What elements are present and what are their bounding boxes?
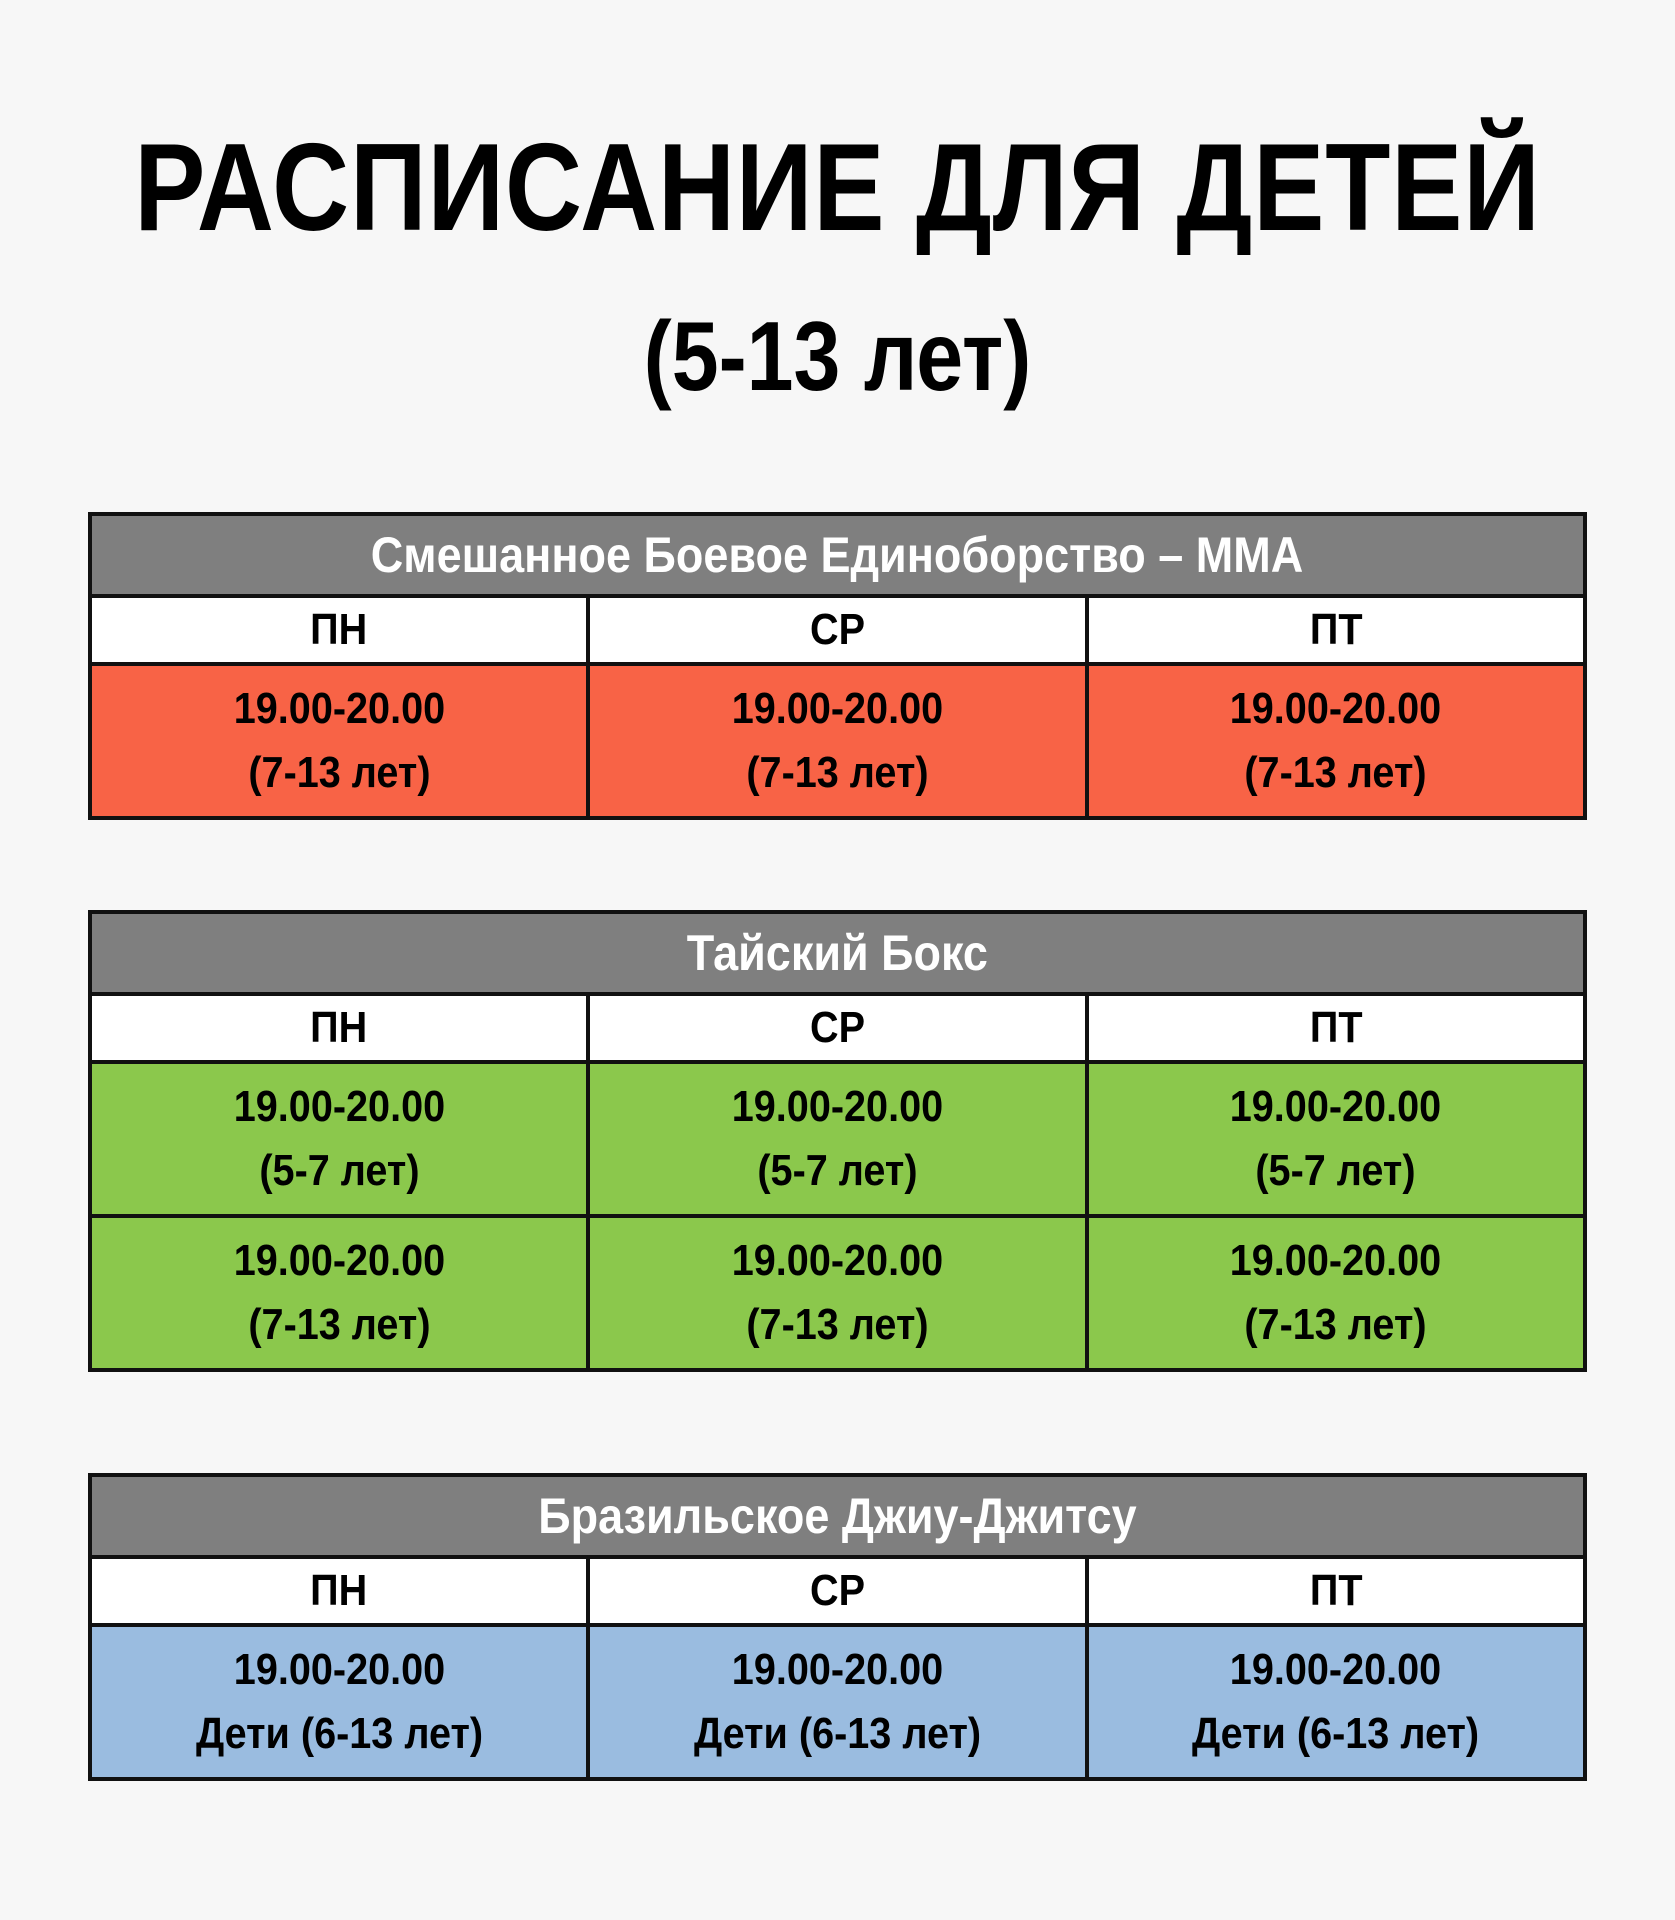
slot-time: 19.00-20.00 — [1230, 1082, 1442, 1131]
slot-group: Дети (6-13 лет) — [195, 1709, 483, 1758]
slot-time: 19.00-20.00 — [1230, 1645, 1442, 1694]
slot-cell — [90, 1062, 588, 1216]
slot-cell — [1087, 1062, 1585, 1216]
slot-cell — [1087, 1216, 1585, 1370]
slot-group: (7-13 лет) — [1244, 1300, 1427, 1349]
slot-time: 19.00-20.00 — [1230, 1236, 1442, 1285]
day-label: СР — [809, 605, 865, 654]
slot-time: 19.00-20.00 — [233, 1645, 445, 1694]
day-fri — [1087, 1557, 1585, 1625]
slot-cell — [588, 1625, 1086, 1779]
day-label: ПН — [310, 1003, 368, 1052]
page-title: РАСПИСАНИЕ ДЛЯ ДЕТЕЙ — [134, 119, 1541, 257]
slot-time: 19.00-20.00 — [731, 684, 944, 733]
day-wed — [588, 1557, 1086, 1625]
day-label: СР — [809, 1566, 865, 1615]
slot-time: 19.00-20.00 — [731, 1236, 944, 1285]
day-wed — [588, 596, 1086, 664]
slot-time: 19.00-20.00 — [233, 1082, 445, 1131]
day-label: ПТ — [1309, 1566, 1363, 1615]
slot-cell — [1087, 1625, 1585, 1779]
day-mon — [90, 1557, 588, 1625]
day-label: ПТ — [1309, 605, 1363, 654]
discipline-name: Бразильское Джиу-Джитсу — [538, 1488, 1137, 1544]
day-label: СР — [809, 1003, 865, 1052]
table-header-mma — [90, 514, 1585, 596]
slot-cell — [588, 1062, 1086, 1216]
day-wed — [588, 994, 1086, 1062]
slot-cell — [90, 664, 588, 818]
slot-group: (7-13 лет) — [1244, 748, 1427, 797]
page-subtitle: (5-13 лет) — [643, 301, 1032, 411]
slot-group: (5-7 лет) — [757, 1146, 918, 1195]
schedule-table-mma — [88, 512, 1587, 820]
table-header-thai-boxing — [90, 912, 1585, 994]
day-label: ПН — [310, 605, 368, 654]
table-header-bjj — [90, 1475, 1585, 1557]
slot-group: (7-13 лет) — [248, 1300, 431, 1349]
slot-group: Дети (6-13 лет) — [693, 1709, 982, 1758]
schedule-table-bjj — [88, 1473, 1587, 1781]
discipline-name: Тайский Бокс — [686, 925, 989, 981]
day-fri — [1087, 994, 1585, 1062]
slot-cell — [1087, 664, 1585, 818]
slot-group: (5-7 лет) — [259, 1146, 420, 1195]
slot-time: 19.00-20.00 — [731, 1082, 944, 1131]
slot-time: 19.00-20.00 — [1230, 684, 1442, 733]
slot-time: 19.00-20.00 — [233, 1236, 445, 1285]
day-label: ПН — [310, 1566, 368, 1615]
slot-cell — [588, 1216, 1086, 1370]
slot-group: (5-7 лет) — [1255, 1146, 1416, 1195]
slot-group: (7-13 лет) — [746, 1300, 929, 1349]
discipline-name: Смешанное Боевое Единоборство – ММА — [371, 527, 1304, 583]
day-label: ПТ — [1309, 1003, 1363, 1052]
slot-group: (7-13 лет) — [248, 748, 431, 797]
slot-cell — [90, 1625, 588, 1779]
day-mon — [90, 994, 588, 1062]
slot-time: 19.00-20.00 — [731, 1645, 944, 1694]
slot-group: (7-13 лет) — [746, 748, 929, 797]
day-mon — [90, 596, 588, 664]
slot-cell — [90, 1216, 588, 1370]
slot-time: 19.00-20.00 — [233, 684, 445, 733]
slot-cell — [588, 664, 1086, 818]
slot-group: Дети (6-13 лет) — [1192, 1709, 1480, 1758]
day-fri — [1087, 596, 1585, 664]
schedule-table-thai-boxing — [88, 910, 1587, 1372]
